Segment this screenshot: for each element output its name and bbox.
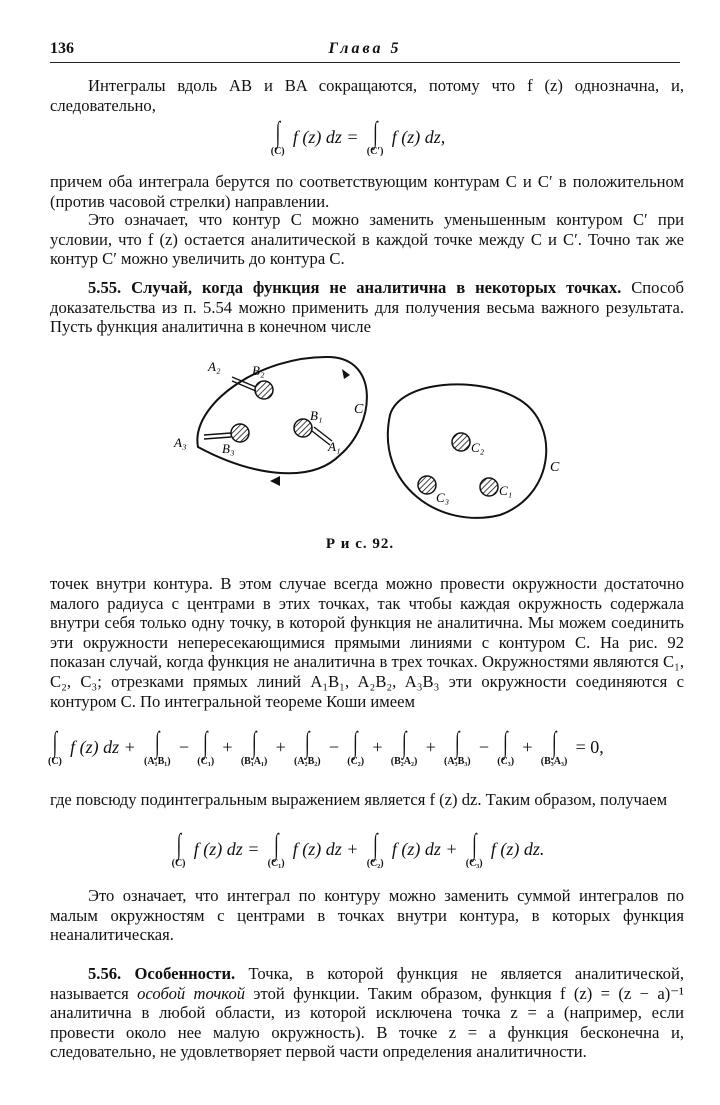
label-c3: C₃: [436, 490, 450, 505]
circle-b2: [255, 381, 273, 399]
label-b1: B₁: [310, 408, 323, 423]
page-number: 136: [50, 40, 74, 57]
label-c1: C₁: [499, 483, 513, 498]
paragraph-3: Это означает, что контур C можно заменить уменьшенным контуром C′ при условии, что f (z) остается аналитической в каждой точке между C и C′. Точно так же контур C′ можно увеличить до контура C.: [50, 210, 684, 269]
running-header: [50, 40, 680, 63]
label-c-left: C: [354, 402, 364, 417]
eq1-left: f (z) dz =: [292, 127, 359, 147]
integral-sign: ∫ (C): [48, 726, 62, 767]
label-a2: A₂: [208, 359, 221, 374]
section-heading: 5.56. Особенности.: [88, 964, 236, 983]
paragraph-4: точек внутри контура. В этом случае всегда можно провести окружности достаточно малого радиуса с центрами в этих точках, так чтобы каждая окружность содержала внутри себя только одну точку, в которой функция не аналитична. Мы можем соединить эти окружности непересекающимися прямыми линиями с контуром C. На рис. 92 показан случай, когда функция не аналитична в трех точках. Окружностями являются C₁, C₂, C₃; отрезками прямых линий A₁B₁, A₂B₂, A₃B₃ эти окружности соединяются с контуром C. По интегральной теореме Коши имеем: [50, 574, 684, 711]
figure-caption: Р и с. 92.: [325, 536, 395, 552]
chapter-title: Глава 5: [328, 40, 402, 57]
figure-92: [150, 345, 580, 535]
paragraph-2: причем оба интеграла берутся по соответствующим контурам C и C′ в положительном (против часовой стрелки) направлении.: [50, 172, 684, 211]
circle-c1: [480, 478, 498, 496]
section-heading: 5.55. Случай, когда функция не аналитична в некоторых точках.: [88, 278, 622, 297]
label-c2: C₂: [471, 440, 485, 455]
label-a3: A₃: [174, 435, 187, 450]
section-5-55: [50, 278, 684, 337]
equation-2: ∫ (C) f (z) dz + ∫ (A₁B₁) − ∫ (C₁) + ∫ (B₁A₁) + ∫ (A₂B₂) − ∫ (C₂) + ∫ (B₂A₂) + ∫ (A₃B₃) − ∫ (C₃) + ∫ (B₃A₃) = 0,: [48, 726, 604, 767]
paragraph-1: Интегралы вдоль AB и BA сокращаются, потому что f (z) однозначна, и, следовательно,: [50, 76, 684, 115]
paragraph-6: Это означает, что интеграл по контуру можно заменить суммой интегралов по малым окружностям с центрами в точках внутри контура, в которых функция неаналитическая.: [50, 886, 684, 945]
label-b2: B₂: [252, 363, 265, 378]
integral-sign: ∫ (C): [270, 116, 285, 157]
section-5-56: 5.56. Особенности. Точка, в которой функция не является аналитической, называется особой точкой этой функции. Таким образом, функция f (z) = (z − a)⁻¹ аналитична в любой области, из которой исключена точка z = a (например, если провести около нее малую окружность). В точке z = a функция бесконечна и, следовательно, не удовлетворяет первой части определения аналитичности.: [50, 964, 684, 1062]
equation-3: ∫ (C) f (z) dz = ∫ (C₁) f (z) dz + ∫ (C₂) f (z) dz + ∫ (C₃) f (z) dz.: [171, 828, 545, 869]
integral-sign: ∫ (C′): [366, 116, 384, 157]
label-c-right: C: [550, 460, 560, 475]
circle-c2: [452, 433, 470, 451]
label-b3: B₃: [222, 441, 235, 456]
section-text: Способ доказательства из п. 5.54 можно применить для получения весьма важного результата. Пусть функция аналитична в конечном числе: [50, 278, 684, 337]
paragraph-5: где повсюду подинтегральным выражением является f (z) dz. Таким образом, получаем: [50, 790, 668, 809]
circle-b3: [231, 424, 249, 442]
label-a1: A₁: [328, 439, 341, 454]
contour-c-right: [388, 384, 546, 518]
eq1-right: f (z) dz,: [391, 127, 446, 147]
circle-c3: [418, 476, 436, 494]
term-singular-point: особой точкой: [137, 983, 246, 1003]
equation-1: [0, 118, 720, 157]
